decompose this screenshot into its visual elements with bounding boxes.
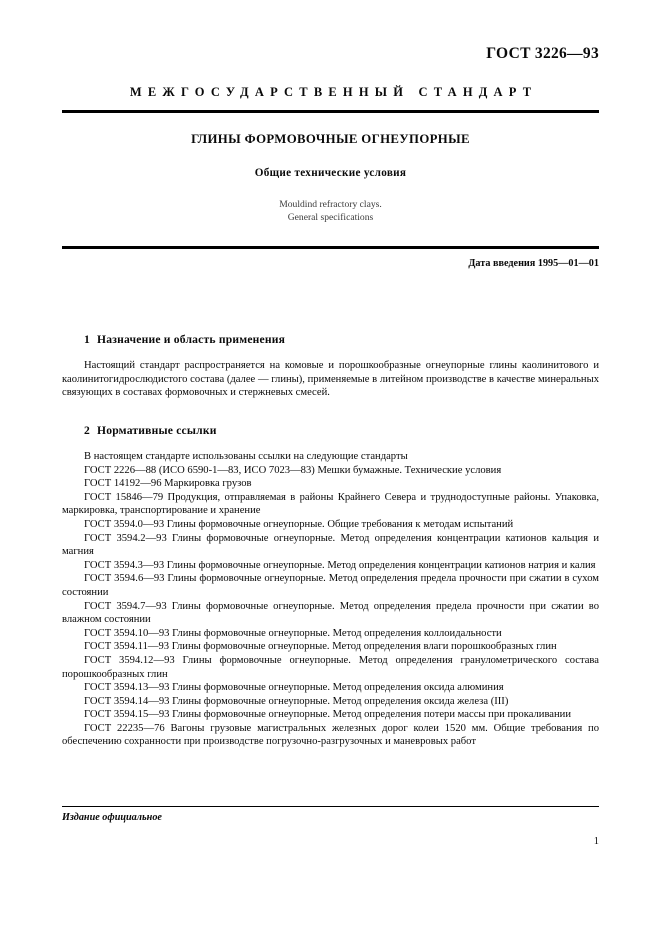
standard-banner: МЕЖГОСУДАРСТВЕННЫЙ СТАНДАРТ (129, 85, 538, 99)
reference-item: ГОСТ 3594.2—93 Глины формовочные огнеупорные. Метод определения концентрации катионов кальция и магния (62, 532, 599, 558)
section-1-paragraph: Настоящий стандарт распространяется на комовые и порошкообразные огнеупорные глины каолинитового и каолинитогидрослюдистого состава (далее — глины), применяемые в литейном производстве в качестве минеральных связующих в составах формовочных и стержневых смесей. (62, 360, 599, 399)
reference-item: ГОСТ 3594.0—93 Глины формовочные огнеупорные. Общие требования к методам испытаний (84, 518, 514, 530)
page-subtitle: Общие технические условия (254, 167, 407, 179)
english-title-line2: General specifications (287, 211, 374, 223)
reference-item: ГОСТ 3594.3—93 Глины формовочные огнеупорные. Метод определения концентрации катионов натрия и калия (84, 559, 596, 571)
introduction-date: Дата введения 1995—01—01 (468, 258, 599, 269)
section-2-lead: В настоящем стандарте использованы ссылки на следующие стандарты (84, 451, 408, 462)
section-scope (62, 333, 599, 400)
section-normative-references (62, 424, 599, 749)
section-2-heading (62, 424, 599, 437)
reference-item: ГОСТ 3594.7—93 Глины формовочные огнеупорные. Метод определения предела прочности при сжатии во влажном состоянии (62, 600, 599, 626)
reference-item: ГОСТ 3594.14—93 Глины формовочные огнеупорные. Метод определения оксида железа (III) (84, 695, 509, 707)
section-2-number: 2 (84, 424, 90, 437)
footer-divider (62, 806, 599, 807)
english-title-line1: Mouldind refractory clays. (279, 199, 382, 210)
section-2-title: Нормативные ссылки (97, 424, 217, 437)
reference-item: ГОСТ 3594.15—93 Глины формовочные огнеупорные. Метод определения потери массы при прокаливании (84, 709, 572, 721)
header-divider-top (62, 110, 599, 113)
reference-item: ГОСТ 15846—79 Продукция, отправляемая в районы Крайнего Севера и труднодоступные районы. Упаковка, маркировка, транспортирование и хранение (62, 491, 599, 517)
reference-item: ГОСТ 3594.11—93 Глины формовочные огнеупорные. Метод определения влаги порошкообразных глин (84, 641, 557, 653)
reference-item: ГОСТ 22235—76 Вагоны грузовые магистральных железных дорог колеи 1520 мм. Общие требования по обеспечению сохранности при производстве погрузочно-разгрузочных и маневровых работ (62, 722, 599, 748)
section-1-heading (62, 333, 599, 346)
section-1-title: Назначение и область применения (97, 333, 286, 346)
reference-item: ГОСТ 3594.6—93 Глины формовочные огнеупорные. Метод определения предела прочности при сжатии в сухом состоянии (62, 573, 599, 598)
reference-item: ГОСТ 2226—88 (ИСО 6590-1—83, ИСО 7023—83) Мешки бумажные. Технические условия (84, 464, 502, 476)
reference-item: ГОСТ 3594.13—93 Глины формовочные огнеупорные. Метод определения оксида алюминия (84, 682, 504, 694)
document-number: ГОСТ 3226—93 (486, 45, 599, 62)
reference-list (62, 464, 599, 749)
english-title (62, 199, 599, 224)
reference-item: ГОСТ 3594.12—93 Глины формовочные огнеупорные. Метод определения гранулометрического состава порошкообразных глин (62, 654, 599, 680)
reference-item: ГОСТ 14192—96 Маркировка грузов (84, 478, 252, 490)
page-title: ГЛИНЫ ФОРМОВОЧНЫЕ ОГНЕУПОРНЫЕ (191, 132, 470, 146)
document-page (62, 0, 599, 936)
reference-item: ГОСТ 3594.10—93 Глины формовочные огнеупорные. Метод определения коллоидальности (84, 627, 502, 639)
header-divider-bottom (62, 246, 599, 249)
edition-note: Издание официальное (62, 812, 162, 823)
page-number: 1 (593, 836, 599, 847)
section-1-number: 1 (84, 333, 90, 346)
